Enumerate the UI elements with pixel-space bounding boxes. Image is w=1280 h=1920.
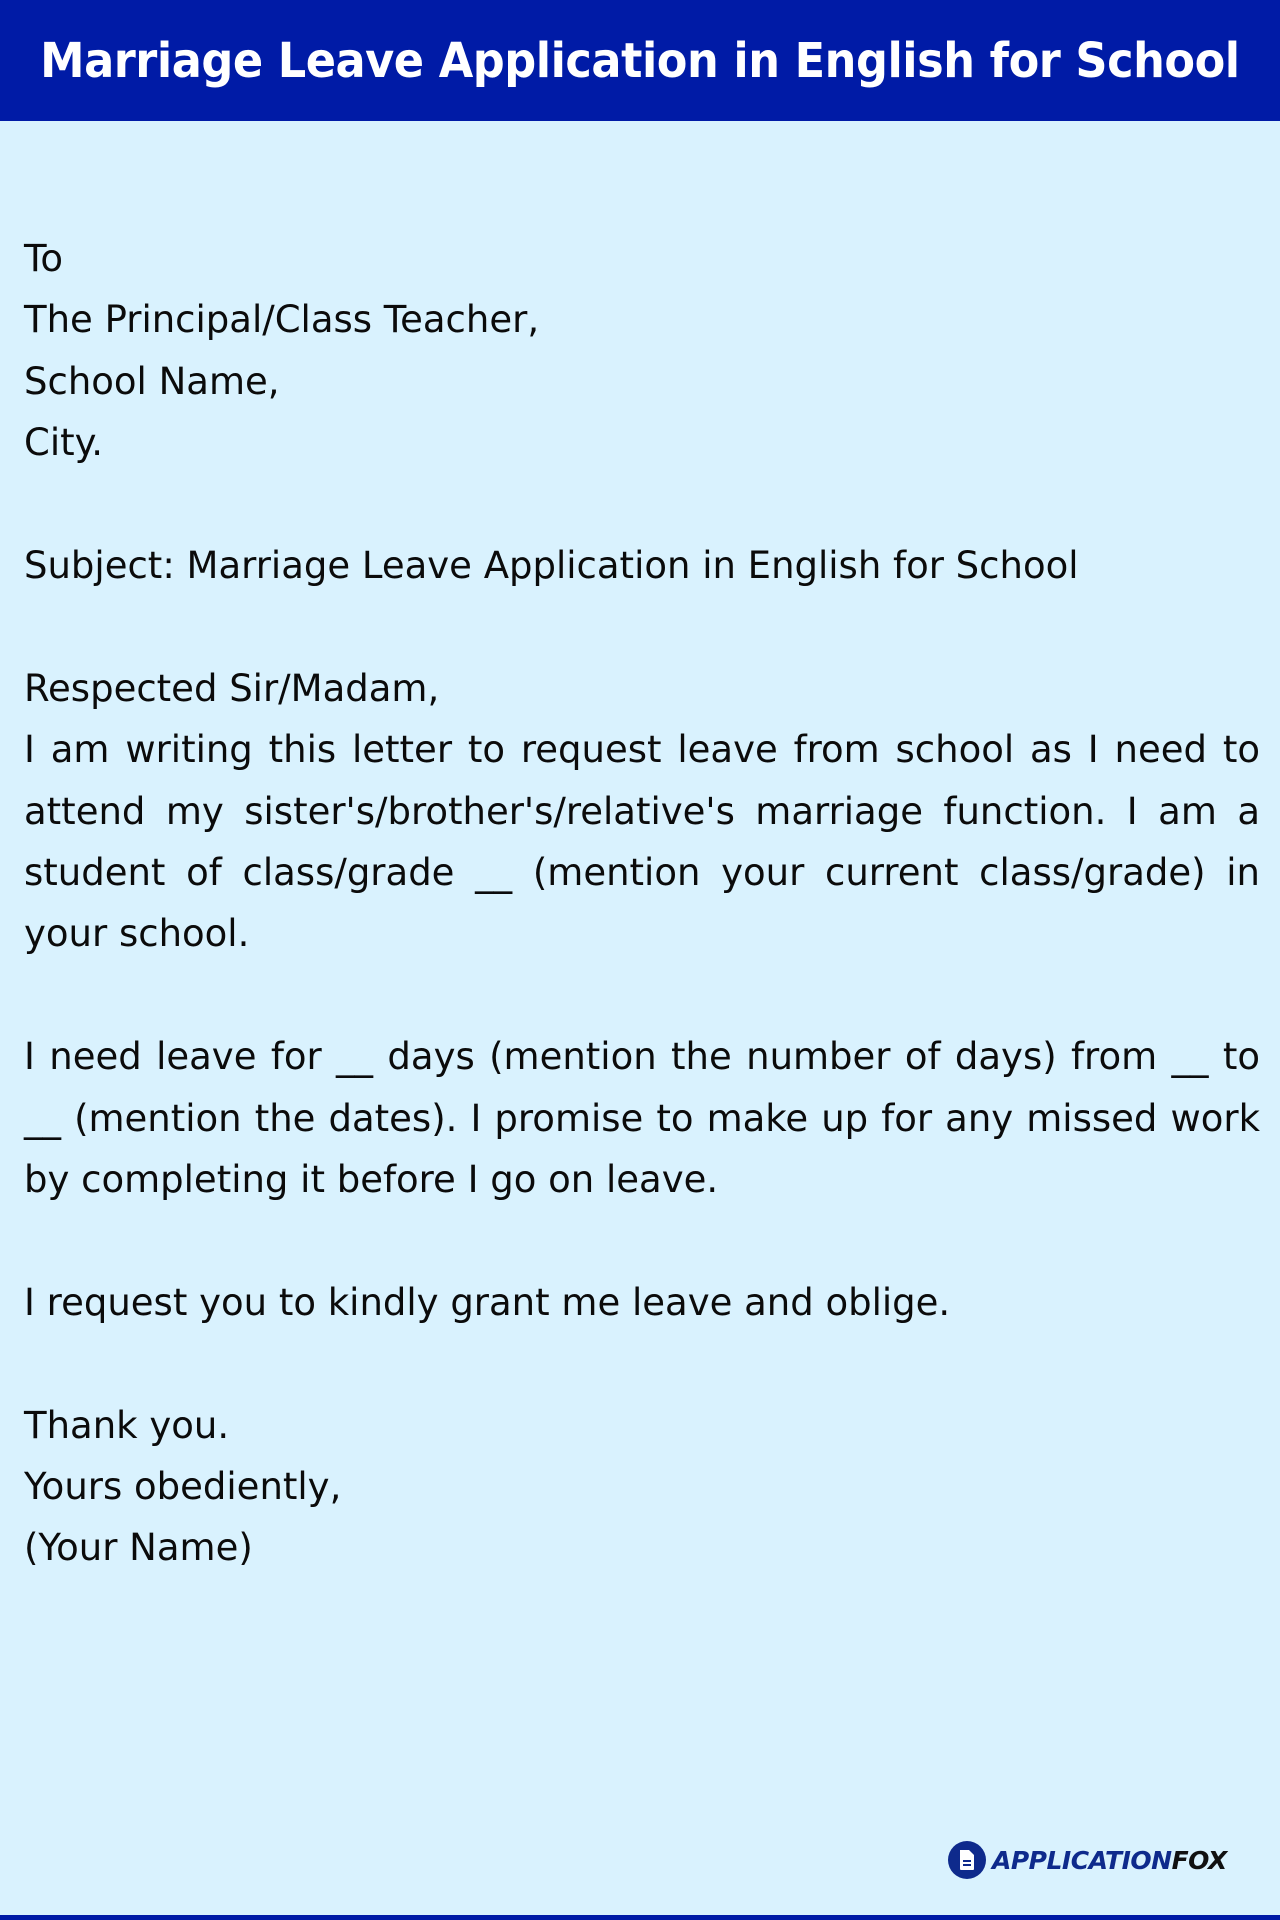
closing-name: (Your Name) — [24, 1526, 253, 1570]
page-header — [0, 0, 1280, 121]
address-recipient: The Principal/Class Teacher, — [24, 298, 540, 342]
closing-yours: Yours obediently, — [24, 1464, 342, 1508]
document-icon — [948, 1841, 986, 1879]
paragraph-closing-request: I request you to kindly grant me leave and oblige. — [24, 1280, 951, 1324]
paragraph-request: I am writing this letter to request leave from school as I need to attend my sister's/brother's/relative's marriage function. I am a student of class/grade __ (mention your current class/grade) in your school. — [24, 728, 1260, 956]
address-city: City. — [24, 421, 104, 465]
address-school: School Name, — [24, 359, 280, 403]
applicationfox-logo — [948, 1840, 1227, 1880]
salutation: Respected Sir/Madam, — [24, 666, 440, 710]
subject-line: Subject: Marriage Leave Application in English for School — [24, 543, 1079, 587]
footer-bar — [0, 1915, 1280, 1920]
closing-thanks: Thank you. — [24, 1403, 230, 1447]
letter-body — [24, 228, 1260, 1579]
page-title: Marriage Leave Application in English for School — [40, 32, 1240, 89]
logo-wordmark: APPLICATIONFOX — [992, 1845, 1227, 1875]
address-to: To — [24, 237, 63, 280]
paragraph-dates: I need leave for __ days (mention the number of days) from __ to __ (mention the dates). I promise to make up for any missed work by completing it before I go on leave. — [24, 1035, 1260, 1201]
